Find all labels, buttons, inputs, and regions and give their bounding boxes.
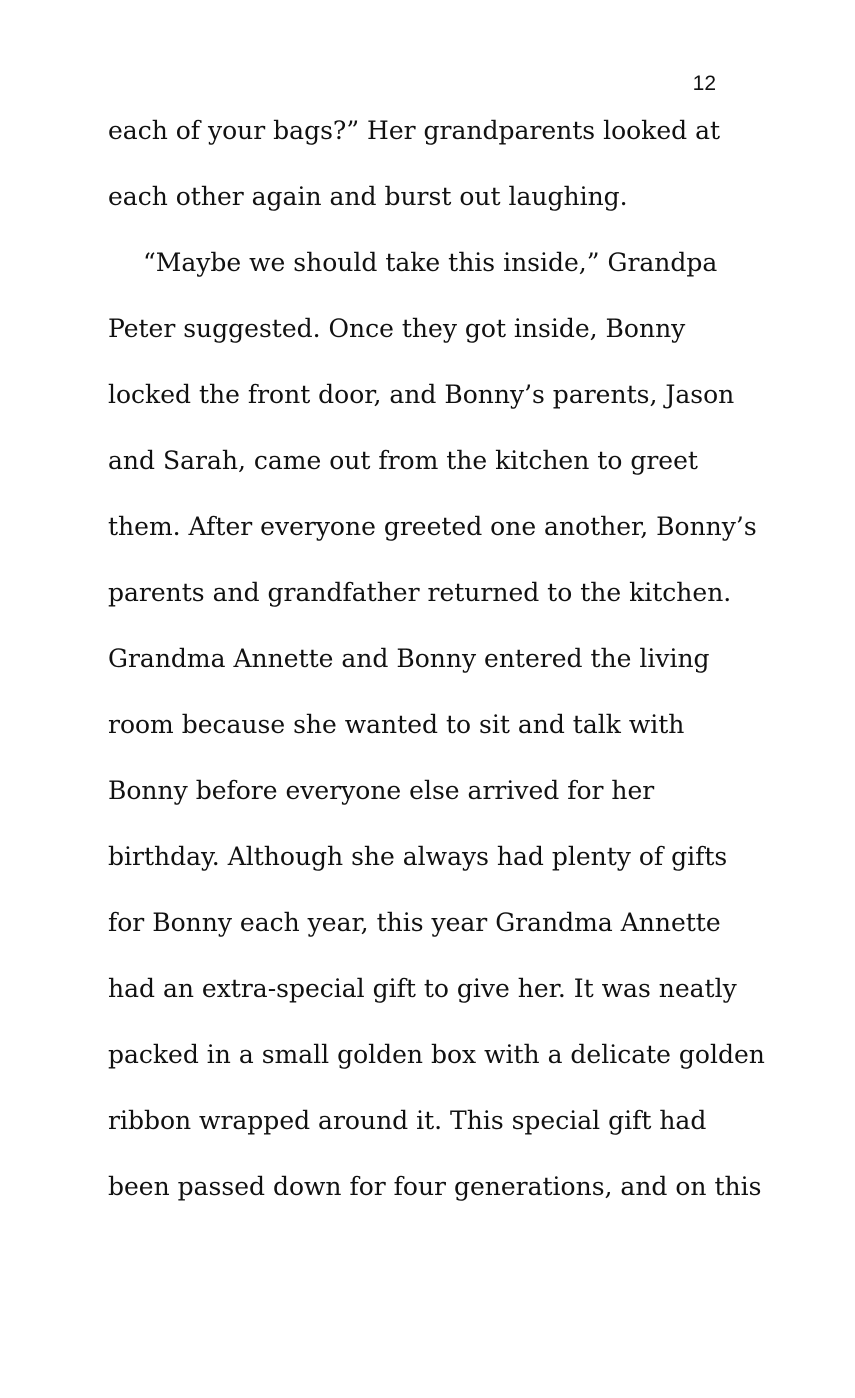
text-line: ribbon wrapped around it. This special gift had xyxy=(108,1106,707,1135)
text-line: been passed down for four generations, and on this xyxy=(108,1172,762,1201)
page-number: 12 xyxy=(692,72,716,95)
text-line: Grandma Annette and Bonny entered the living xyxy=(108,644,710,673)
text-line: packed in a small golden box with a delicate golden xyxy=(108,1040,765,1069)
text-line: them. After everyone greeted one another, Bonny’s xyxy=(108,512,757,541)
text-line: Peter suggested. Once they got inside, Bonny xyxy=(108,314,686,343)
text-line: and Sarah, came out from the kitchen to greet xyxy=(108,446,698,475)
book-page xyxy=(0,70,855,1398)
text-line: had an extra-special gift to give her. It was neatly xyxy=(108,974,737,1003)
story-text-block xyxy=(0,98,855,1220)
text-line: “Maybe we should take this inside,” Grandpa xyxy=(143,248,718,277)
text-line: parents and grandfather returned to the kitchen. xyxy=(108,578,732,607)
text-line: Bonny before everyone else arrived for her xyxy=(108,776,655,805)
text-line: room because she wanted to sit and talk with xyxy=(108,710,685,739)
text-line: each other again and burst out laughing. xyxy=(108,182,628,211)
text-line: each of your bags?” Her grandparents looked at xyxy=(108,116,721,145)
text-line: for Bonny each year, this year Grandma Annette xyxy=(108,908,721,937)
text-line: birthday. Although she always had plenty of gifts xyxy=(108,842,728,871)
text-line: locked the front door, and Bonny’s parents, Jason xyxy=(108,380,735,409)
